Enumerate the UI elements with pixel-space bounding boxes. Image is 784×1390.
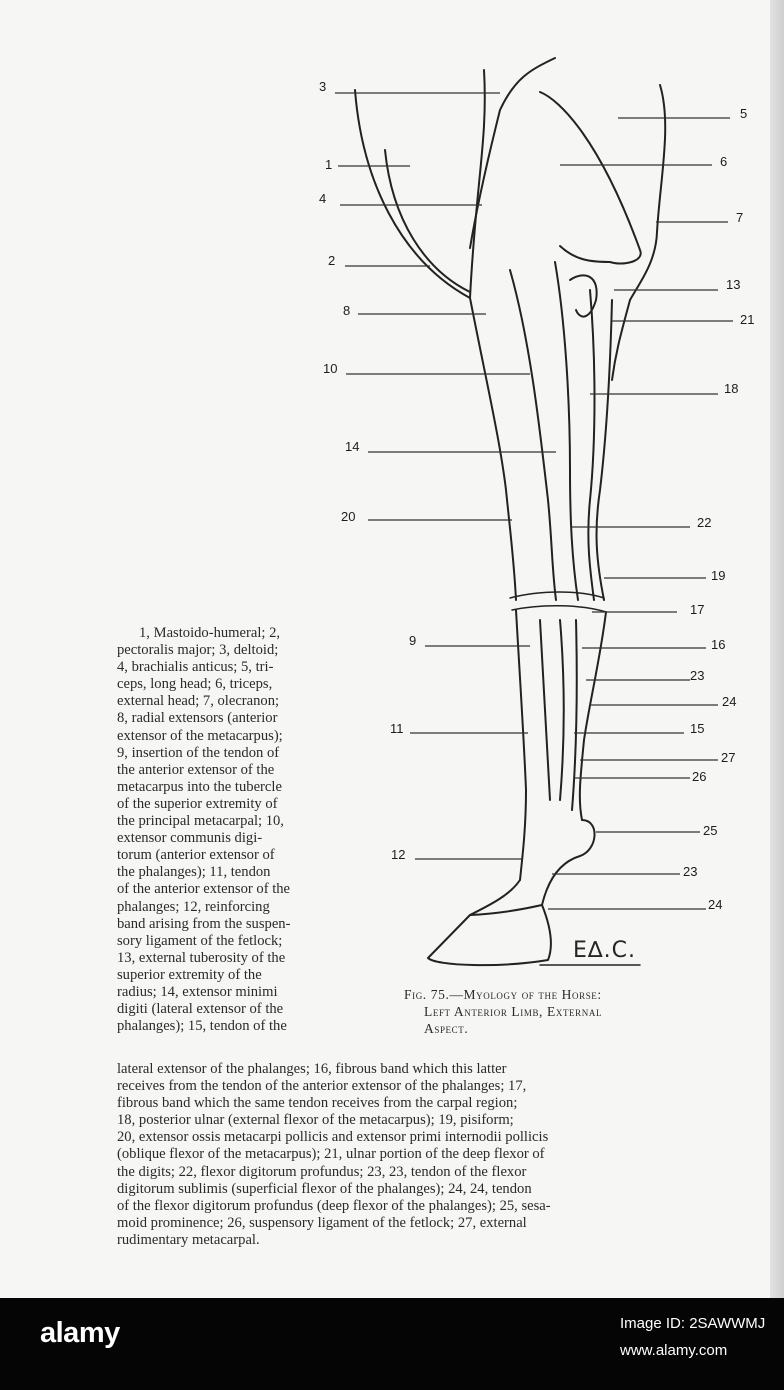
- figure-title-line: Left Anterior Limb, External: [424, 1004, 603, 1019]
- carpal-band-bottom: [512, 606, 606, 612]
- caption-line: lateral extensor of the phalanges; 16, fibrous band which this latter: [117, 1061, 507, 1077]
- label-10: 10: [323, 361, 338, 376]
- caption-line: the digits; 22, flexor digitorum profundus; 23, 23, tendon of the flexor: [117, 1163, 527, 1180]
- label-24-lower: 24: [708, 897, 723, 912]
- flexor-line: [588, 290, 594, 600]
- radial-extensor-line: [510, 270, 556, 600]
- forearm-front-outline: [470, 298, 516, 600]
- caption-line: phalanges); 15, tendon of the: [117, 1018, 287, 1035]
- label-12: 12: [391, 847, 406, 862]
- label-16: 16: [711, 637, 726, 652]
- caption-line: of the superior extremity of: [117, 795, 278, 812]
- tendon-line-c: [572, 620, 577, 810]
- caption-line: of the anterior extensor of the: [117, 881, 291, 898]
- label-25: 25: [703, 823, 718, 838]
- label-11: 11: [390, 721, 404, 736]
- caption-line: 20, extensor ossis metacarpi pollicis and extensor primi internodii pollicis: [117, 1129, 549, 1146]
- label-8: 8: [343, 303, 351, 318]
- caption-line: the principal metacarpal; 10,: [117, 813, 284, 830]
- caption-line: metacarpus into the tubercle: [117, 778, 282, 795]
- label-5: 5: [740, 106, 748, 121]
- label-26: 26: [692, 769, 707, 784]
- caption-line: digiti (lateral extensor of the: [117, 1001, 284, 1018]
- caption-line: 8, radial extensors (anterior: [117, 710, 278, 727]
- caption-line: band arising from the suspen-: [117, 915, 291, 932]
- caption-line: 1, Mastoido-humeral; 2,: [139, 625, 281, 641]
- caption-line: moid prominence; 26, suspensory ligament of the fetlock; 27, external: [117, 1214, 527, 1231]
- label-9: 9: [409, 633, 417, 648]
- caption-line: ceps, long head; 6, triceps,: [117, 676, 273, 693]
- label-7: 7: [736, 210, 744, 225]
- radius-tuberosity: [570, 275, 597, 316]
- caption-line: extensor communis digi-: [117, 830, 263, 847]
- caption-line: radius; 14, extensor minimi: [117, 983, 278, 1000]
- label-22: 22: [697, 515, 712, 530]
- footer-url-text: www.alamy.com: [620, 1342, 728, 1359]
- extensor-communis-line: [555, 262, 578, 600]
- label-3: 3: [319, 79, 327, 94]
- triceps-long-head-outline: [630, 85, 665, 300]
- cannon-front-outline: [516, 610, 526, 880]
- figure-title-line: Aspect.: [424, 1021, 469, 1036]
- figure-title-line: Fig. 75.—Myology of the Horse:: [404, 987, 602, 1002]
- label-18: 18: [724, 381, 739, 396]
- olecranon-outline: [612, 300, 630, 380]
- label-24-upper: 24: [722, 694, 737, 709]
- label-23-upper: 23: [690, 668, 705, 683]
- artist-signature: E∆.C.: [573, 938, 636, 963]
- caption-line: pectoralis major; 3, deltoid;: [117, 642, 279, 659]
- caption-line: extensor of the metacarpus);: [117, 727, 283, 744]
- label-20: 20: [341, 509, 356, 524]
- carpal-band-top: [510, 592, 604, 598]
- cannon-back-outline: [580, 612, 606, 820]
- label-15: 15: [690, 721, 705, 736]
- label-13: 13: [726, 277, 741, 292]
- label-4: 4: [319, 191, 327, 206]
- caption-line: phalanges; 12, reinforcing: [117, 898, 270, 915]
- caption-column-text: [117, 625, 367, 1035]
- label-19: 19: [711, 568, 726, 583]
- caption-line: fibrous band which the same tendon receives from the carpal region;: [117, 1095, 518, 1112]
- forearm-back-outline: [597, 300, 612, 600]
- label-21: 21: [740, 312, 755, 327]
- image-id-text: Image ID: 2SAWWMJ: [620, 1315, 766, 1332]
- fetlock-outline: [542, 820, 595, 905]
- caption-line: the anterior extensor of the: [117, 761, 275, 778]
- caption-line: torum (anterior extensor of: [117, 847, 275, 864]
- caption-line: receives from the tendon of the anterior extensor of the phalanges; 17,: [117, 1078, 527, 1095]
- tendon-line-b: [560, 620, 564, 800]
- label-23-lower: 23: [683, 864, 698, 879]
- alamy-logo: alamy: [40, 1317, 120, 1349]
- caption-line: 13, external tuberosity of the: [117, 949, 286, 966]
- caption-line: of the flexor digitorum profundus (deep flexor of the phalanges); 25, sesa-: [117, 1197, 551, 1214]
- label-6: 6: [720, 154, 728, 169]
- caption-line: 4, brachialis anticus; 5, tri-: [117, 659, 274, 676]
- neck-outline: [355, 90, 470, 298]
- caption-line: (oblique flexor of the metacarpus); 21, ulnar portion of the deep flexor of: [117, 1146, 545, 1163]
- label-14: 14: [345, 439, 360, 454]
- caption-line: external head; 7, olecranon;: [117, 693, 280, 710]
- caption-line: superior extremity of the: [117, 966, 262, 983]
- caption-line: the phalanges); 11, tendon: [117, 864, 271, 881]
- tendon-line-a: [540, 620, 550, 800]
- label-17: 17: [690, 602, 705, 617]
- label-1: 1: [325, 157, 333, 172]
- figure-title: [404, 986, 734, 1037]
- caption-line: 9, insertion of the tendon of: [117, 744, 280, 761]
- caption-line: sory ligament of the fetlock;: [117, 932, 283, 949]
- hoof-outline: [428, 905, 551, 965]
- neck-inner-outline: [385, 150, 470, 292]
- caption-line: 18, posterior ulnar (external flexor of the metacarpus); 19, pisiform;: [117, 1112, 514, 1129]
- caption-line: digitorum sublimis (superficial flexor of the phalanges); 24, 24, tendon: [117, 1180, 532, 1197]
- caption-line: rudimentary metacarpal.: [117, 1231, 260, 1248]
- label-27: 27: [721, 750, 736, 765]
- caption-full-text: [117, 1061, 759, 1249]
- label-2: 2: [328, 253, 336, 268]
